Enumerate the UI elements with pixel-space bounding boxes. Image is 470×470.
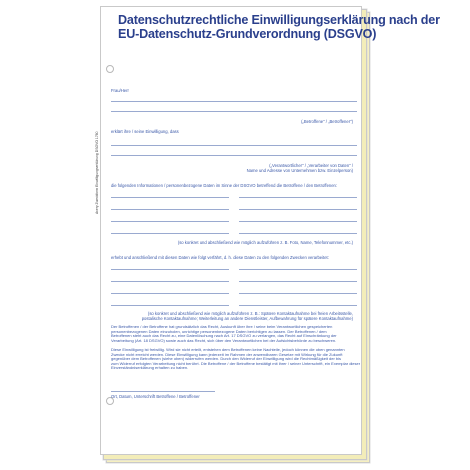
responsible-line[interactable] [111, 145, 357, 146]
consent-form-sheet [95, 6, 440, 455]
punch-hole-icon [106, 65, 114, 73]
form-title-line-1: Datenschutzrechtliche Einwilligungserklärung nach der [118, 13, 440, 27]
data-line[interactable] [239, 233, 357, 234]
voluntary-paragraph-line: gegenüber dem Betroffenen (siehe oben) widerrufen werden. Durch den Widerruf der Einwilligung wird die Rechtmäßigkeit der bis [111, 356, 342, 362]
voluntary-paragraph [111, 348, 360, 371]
purpose-line[interactable] [239, 305, 357, 306]
data-line[interactable] [111, 209, 229, 210]
label-erhebt: erhebt und anschließend mit diesen Daten wie folgt verfährt, d. h. diese Daten zu den folgenden Zwecken verarbeitet: [111, 255, 329, 260]
purpose-line[interactable] [111, 305, 229, 306]
purpose-line[interactable] [239, 281, 357, 282]
side-product-code: Avery Zweckform Einwilligungserklärung DSGVO 1780 [95, 131, 99, 214]
label-konkret-1: (so konkret und abschließend wie möglich aufzuführen z. B. Foto, Name, Telefonnummer, etc.) [177, 240, 353, 245]
name-line[interactable] [111, 101, 357, 102]
data-line[interactable] [239, 197, 357, 198]
purpose-line[interactable] [111, 293, 229, 294]
label-name-adresse: Name und Adresse von Unternehmen bzw. Einzelperson) [246, 168, 353, 173]
signature-line[interactable] [111, 391, 215, 392]
label-verantwortlicher: („Verantwortlicher" / „Verarbeiter von Daten" / [269, 163, 353, 168]
label-betroffene: („Betroffene" / „Betroffener") [301, 119, 353, 124]
form-title [118, 13, 440, 41]
name-line[interactable] [111, 111, 357, 112]
voluntary-paragraph-line: Einverständniserklärung erhalten zu haben. [111, 365, 189, 371]
data-line[interactable] [239, 221, 357, 222]
label-konkret-2-line-1: (so konkret und abschließend wie möglich aufzuführen z. B.: Spätere Kontaktaufnahme bei freien Arbeitsstelle, [147, 311, 353, 316]
rights-paragraph [111, 325, 337, 343]
purpose-line[interactable] [111, 269, 229, 270]
voluntary-paragraph-line: Diese Einwilligung ist freiwillig. Wird sie nicht erteilt, entstehen dem Betroffenen keine Nachteile, jedoch können die oben genannten [111, 347, 345, 352]
data-line[interactable] [111, 197, 229, 198]
label-unterschrift: Ort, Datum, Unterschrift Betroffene / Betroffener [111, 394, 200, 399]
responsible-line[interactable] [111, 155, 357, 156]
rights-paragraph-line: Verarbeitung (Art. 18 DSGVO) sowie auch das Recht, sich über den Verantwortlichen bei der Aufsichtsbehörde zu beschweren. [111, 337, 337, 343]
data-line[interactable] [239, 209, 357, 210]
rights-paragraph-line: Betroffenen steht auch das Recht zu, eine Datenlöschung nach Art. 17 DSGVO zu verlangen, das Recht auf Einschränkung der [111, 333, 337, 339]
purpose-line[interactable] [111, 281, 229, 282]
data-line[interactable] [111, 233, 229, 234]
form-title-line-2: EU-Datenschutz-Grundverordnung (DSGVO) [118, 27, 377, 41]
rights-paragraph-line: personenbezogenen Daten einzuholen, unrichtige personenbezogene Daten berichtigen zu lassen. Der Betroffenen / dem [111, 328, 327, 334]
label-erklaert: erklärt ihre / seine Einwilligung, dass [111, 129, 179, 134]
voluntary-paragraph-line: Zwecke nicht erreicht werden. Diese Einwilligung kann jederzeit im Rahmen der anwendbaren Gesetze mit Wirkung für die Zukunft [111, 351, 343, 357]
voluntary-paragraph-line: zum Widerruf erfolgten Verarbeitung nicht berührt. Die Betroffene / der Betroffene bestätigt mit ihrer / seiner Unterschrift, ein Exemplar dieser [111, 360, 361, 366]
label-folgenden: die folgenden Informationen / personenbezogene Daten im Sinne der DSGVO betreffend die Betroffene / den Betroffenen: [111, 183, 338, 188]
rights-paragraph-line: Der Betroffenen / der Betroffene hat grundsätzlich das Recht, Auskunft über ihre / seine beim Verantwortlichen gespeicherten [111, 324, 333, 329]
purpose-line[interactable] [239, 293, 357, 294]
label-frau-herr: Frau/Herr [111, 88, 129, 93]
label-konkret-2-line-2: postalische Kontaktaufnahme; Weiterleitung an andere Dienstleister, Aufbewahrung für spätere Kontaktaufnahme) [141, 316, 353, 321]
purpose-line[interactable] [239, 269, 357, 270]
data-line[interactable] [111, 221, 229, 222]
